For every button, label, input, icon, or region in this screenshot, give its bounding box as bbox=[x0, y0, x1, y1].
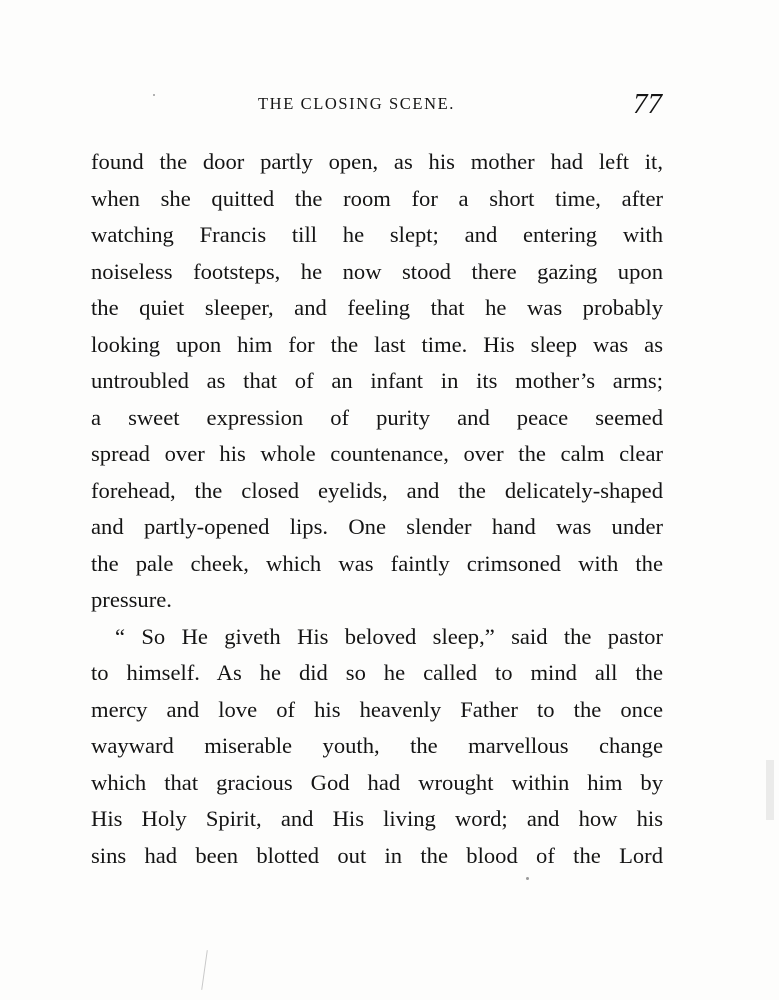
text-line: forehead, the closed eyelids, and the delicately-shaped bbox=[91, 477, 663, 503]
text-line: noiseless footsteps, he now stood there gazing upon bbox=[91, 258, 663, 284]
scan-edge-mark bbox=[201, 950, 208, 990]
scan-speck bbox=[153, 94, 155, 96]
text-line: sins had been blotted out in the blood of the Lord bbox=[91, 842, 663, 868]
text-line: to himself. As he did so he called to mind all the bbox=[91, 660, 663, 685]
text-line: a sweet expression of purity and peace seemed bbox=[91, 404, 663, 430]
text-line: “ So He giveth His beloved sleep,” said the pastor bbox=[115, 623, 663, 649]
text-line: spread over his whole countenance, over the calm clear bbox=[91, 441, 663, 466]
text-line: when she quitted the room for a short time, after bbox=[91, 185, 663, 211]
text-line: untroubled as that of an infant in its mother’s arms; bbox=[91, 368, 663, 393]
paragraph bbox=[91, 144, 663, 619]
body-text bbox=[91, 144, 663, 874]
text-line: found the door partly open, as his mother had left it, bbox=[91, 149, 663, 174]
text-line: mercy and love of his heavenly Father to the once bbox=[91, 696, 663, 722]
scan-edge-mark bbox=[766, 760, 774, 820]
text-line: pressure. bbox=[91, 587, 172, 612]
chapter-title: THE CLOSING SCENE. bbox=[258, 94, 456, 113]
page-number: 77 bbox=[633, 88, 662, 120]
text-line: which that gracious God had wrought within him by bbox=[91, 769, 663, 795]
text-line: and partly-opened lips. One slender hand was under bbox=[91, 514, 663, 539]
text-line: the quiet sleeper, and feeling that he was probably bbox=[91, 295, 663, 320]
running-head bbox=[90, 88, 662, 122]
text-line: His Holy Spirit, and His living word; and how his bbox=[91, 806, 663, 831]
text-line: looking upon him for the last time. His sleep was as bbox=[91, 331, 663, 357]
text-line: the pale cheek, which was faintly crimsoned with the bbox=[91, 550, 663, 576]
paragraph bbox=[91, 619, 663, 875]
text-line: wayward miserable youth, the marvellous change bbox=[91, 733, 663, 758]
text-line: watching Francis till he slept; and entering with bbox=[91, 222, 663, 247]
scan-speck bbox=[526, 877, 529, 880]
